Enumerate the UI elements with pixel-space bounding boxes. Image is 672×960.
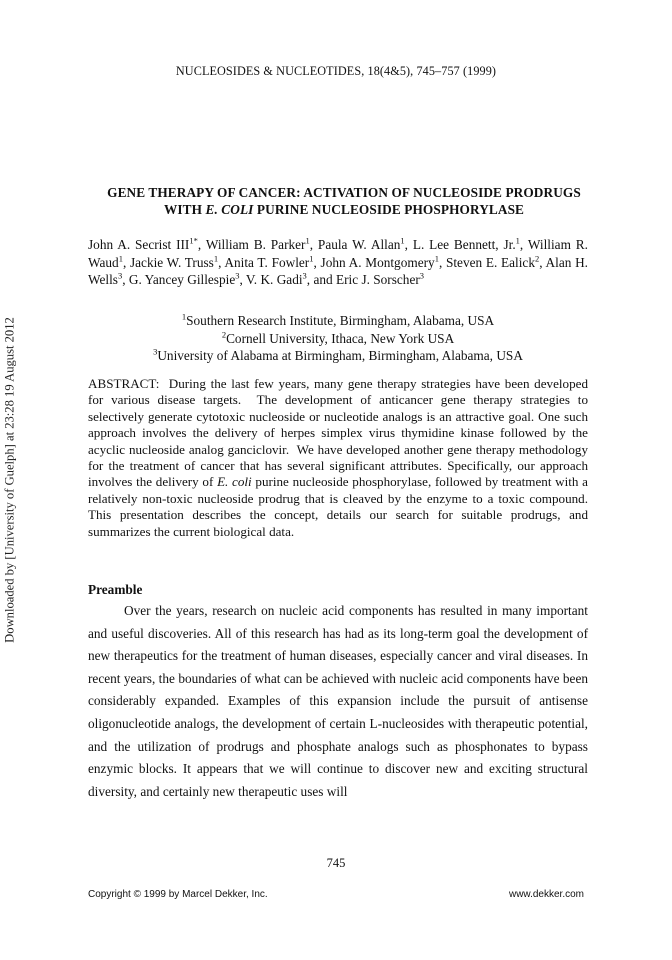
title-line-2-prefix: WITH <box>163 202 206 217</box>
publisher-url: www.dekker.com <box>508 889 584 900</box>
author: John A. Secrist $III^{1*}$, <box>88 235 206 252</box>
affiliation: $^3$University of Alabama at Birmingham, Birmingham, Alabama, USA <box>153 346 523 363</box>
author: William R. Waud$^1$, <box>88 237 588 270</box>
download-watermark <box>0 317 20 643</box>
title-line-2-suffix: PURINE NUCLEOSIDE PHOSPHORYLASE <box>253 202 525 217</box>
author: Anita T. Fowler$^1$, <box>224 253 321 270</box>
preamble-paragraph: Over the years, research on nucleic acid components has resulted in many important and useful discoveries. All of this research has had as its long-term goal the development of new therapeutics for the treatment of human diseases, especially cancer and viral diseases. In recent years, the boundaries of what can be achieved with nucleic acid components have been considerably expanded. Examples of this expansion include the pursuit of antisense oligonucleotide analogs, the development of certain L-nucleosides with therapeutic potential, and the utilization of prodrugs and phosphate analogs such as phosphonates to bypass enzymic blocks. It appears that we will continue to discover new and exciting structural diversity, and certainly new therapeutic uses will <box>88 603 588 799</box>
copyright-notice: Copyright © 1999 by Marcel Dekker, Inc. <box>88 889 268 900</box>
author: Jackie W. Truss$^1$, <box>129 253 225 270</box>
abstract-organism: E. coli <box>217 474 252 490</box>
author: Alan H. Wells$^3$, <box>88 254 588 287</box>
author: G. Yancey Gillespie$^3$, <box>128 270 246 287</box>
author: L. Lee Bennett, Jr.$^1$, <box>412 235 528 252</box>
author: William B. Parker$^1$, <box>205 235 318 252</box>
page-number: 745 <box>326 856 346 870</box>
author: Steven E. Ealick$^2$, <box>445 253 546 270</box>
preamble-body <box>88 600 588 803</box>
title-organism: E. COLI <box>205 202 254 217</box>
affiliation: $^2$Cornell University, Ithaca, New York USA <box>221 329 455 346</box>
author: Paula W. Allan$^1$, <box>317 235 413 252</box>
title-line-2 <box>80 201 608 218</box>
article-title <box>80 184 608 218</box>
abstract-text: During the last few years, many gene therapy strategies have been developed for various disease targets. The development of anticancer gene therapy strategies to selectively generate cytotoxic nucleoside or nucleotide analogs is an attractive goal. One such approach involves the delivery of herpes simplex virus thymidine kinase followed by the acyclic nucleoside analog ganciclovir. We have developed another gene therapy methodology for the treatment of cancer that has several significant attributes. Specifically, our approach involves the delivery of <box>88 376 592 490</box>
abstract <box>88 376 592 540</box>
affiliations <box>88 312 588 365</box>
abstract-label: ABSTRACT: <box>88 376 160 391</box>
download-watermark-text: Downloaded by [University of Guelph] at 23:28 19 August 2012 <box>2 317 17 643</box>
author: V. K. Gadi$^3$, and <box>245 270 336 287</box>
title-line-1: GENE THERAPY OF CANCER: ACTIVATION OF NUCLEOSIDE PRODRUGS <box>107 185 581 200</box>
section-heading-preamble: Preamble <box>88 582 143 597</box>
author: Eric J. Sorscher$^3$ <box>335 270 425 287</box>
abstract-text-end: purine nucleoside phosphorylase, followed by treatment with a relatively non-toxic nucleoside prodrug that is cleaved by the enzyme to a toxic compound. This presentation describes the concept, details our search for suitable prodrugs, and summarizes the current biological data. <box>88 474 588 539</box>
running-head: NUCLEOSIDES & NUCLEOTIDES, 18(4&5), 745–757 (1999) <box>175 64 497 78</box>
affiliation: $^1$Southern Research Institute, Birmingham, Alabama, USA <box>181 311 495 328</box>
author: John A. Montgomery$^1$, <box>320 253 446 270</box>
author-list <box>88 236 588 289</box>
